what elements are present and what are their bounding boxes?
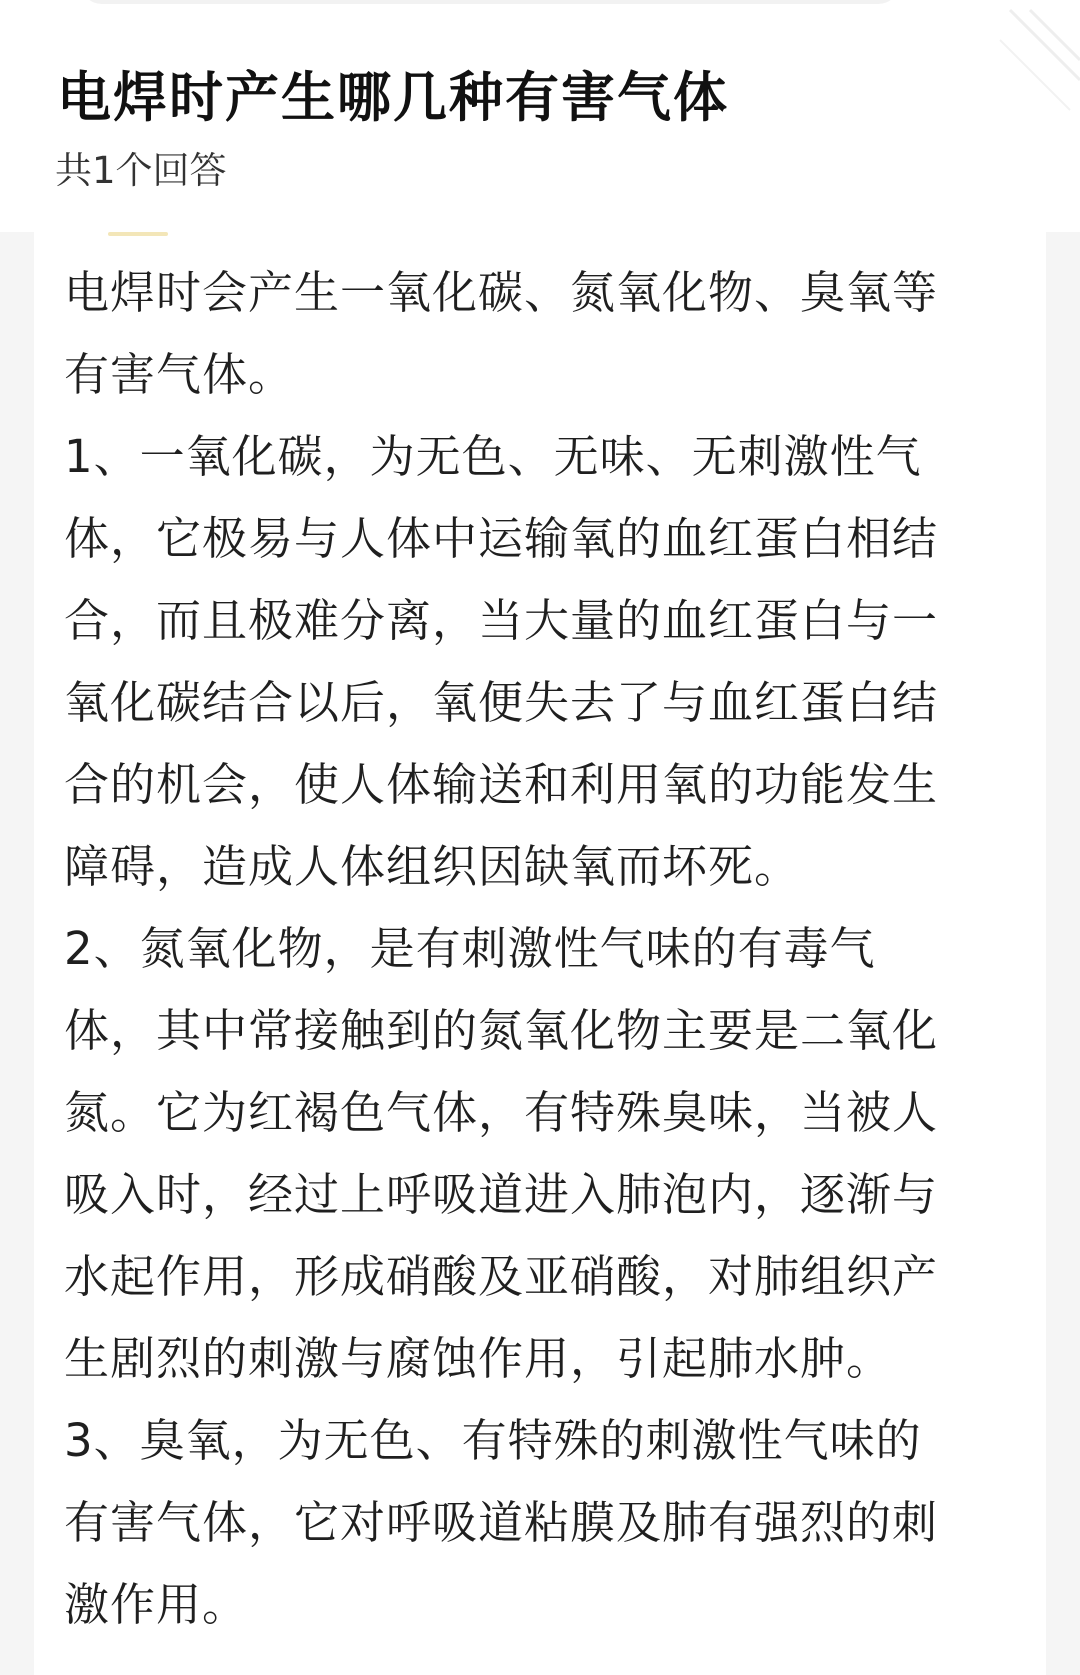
answer-line: 生剧烈的刺激与腐蚀作用，引起肺水肿。 [64, 1332, 893, 1385]
answer-line: 体，它极易与人体中运输氧的血红蛋白相结 [64, 512, 939, 565]
answer-line: 3、臭氧，为无色、有特殊的刺激性气味的 [64, 1414, 922, 1467]
answer-line: 障碍，造成人体组织因缺氧而坏死。 [64, 840, 801, 893]
answer-line: 氮。它为红褐色气体，有特殊臭味，当被人 [64, 1086, 939, 1139]
answer-line: 2、氮氧化物，是有刺激性气味的有毒气 [64, 922, 876, 975]
answer-line: 合，而且极难分离，当大量的血红蛋白与一 [64, 594, 939, 647]
search-bar[interactable] [80, 0, 900, 4]
decorative-lines [940, 0, 1080, 140]
answer-line: 合的机会，使人体输送和利用氧的功能发生 [64, 758, 939, 811]
answer-line: 电焊时会产生一氧化碳、氮氧化物、臭氧等 [64, 266, 939, 319]
answer-count[interactable]: 共1个回答 [55, 149, 227, 192]
answer-line: 水起作用，形成硝酸及亚硝酸，对肺组织产 [64, 1250, 939, 1303]
question-header [0, 0, 1080, 232]
answer-line: 体，其中常接触到的氮氧化物主要是二氧化 [64, 1004, 939, 1057]
page-title: 电焊时产生哪几种有害气体 [57, 66, 729, 129]
answer-line: 1、一氧化碳，为无色、无味、无刺激性气 [64, 430, 922, 483]
answer-line: 吸入时，经过上呼吸道进入肺泡内，逐渐与 [64, 1168, 939, 1221]
answer-body [64, 252, 1054, 1646]
answer-line: 氧化碳结合以后，氧便失去了与血红蛋白结 [64, 676, 939, 729]
card-accent [108, 232, 168, 236]
answer-line: 激作用。 [64, 1578, 249, 1631]
answer-card [34, 232, 1046, 1675]
answer-line: 有害气体，它对呼吸道粘膜及肺有强烈的刺 [64, 1496, 939, 1549]
answer-line: 有害气体。 [64, 348, 295, 401]
